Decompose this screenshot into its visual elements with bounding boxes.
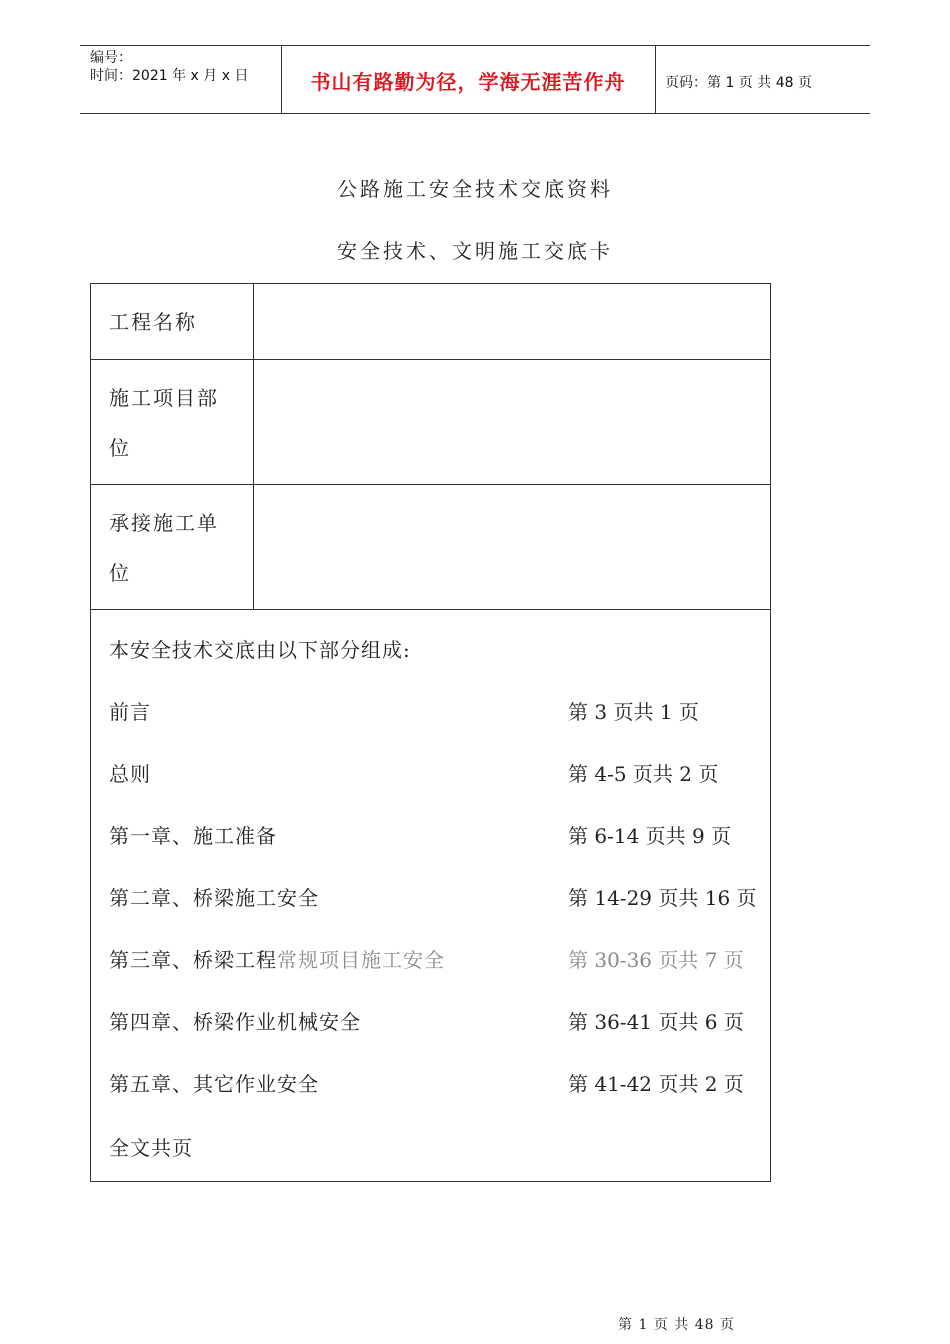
toc-pages: 第 30-36 页共 7 页 — [568, 948, 744, 972]
number-label: 编号： — [90, 50, 132, 66]
header-meta — [90, 49, 248, 85]
toc-title: 前言 — [109, 700, 151, 724]
toc-title-part-b: 常规项目施工安全 — [277, 948, 445, 972]
label-line-2: 位 — [109, 436, 131, 460]
label-project-section — [109, 373, 239, 473]
document-subtitle: 安全技术、文明施工交底卡 — [337, 239, 613, 263]
label-line-1: 施工项目部 — [109, 386, 219, 410]
toc-title-part-a: 第三章、桥梁工程 — [109, 948, 277, 972]
toc-pages: 第 41-42 页共 2 页 — [568, 1072, 744, 1096]
toc-title: 第二章、桥梁施工安全 — [109, 886, 319, 910]
label-line-2: 位 — [109, 561, 131, 585]
header-page-info: 页码：第 1 页 共 48 页 — [665, 75, 812, 91]
toc-title: 第一章、施工准备 — [109, 824, 277, 848]
header-divider-right — [655, 45, 656, 114]
toc-pages: 第 4-5 页共 2 页 — [568, 762, 719, 786]
document-title: 公路施工安全技术交底资料 — [337, 177, 613, 201]
time-label: 时间：2021 年 x 月 x 日 — [90, 68, 249, 84]
toc-pages: 第 3 页共 1 页 — [568, 700, 699, 724]
header-top-rule — [80, 45, 870, 46]
page-footer: 第 1 页 共 48 页 — [618, 1317, 735, 1333]
row-project-name — [91, 284, 770, 360]
row-project-section — [91, 360, 770, 485]
label-line-1: 承接施工单 — [109, 511, 219, 535]
toc-pages: 第 36-41 页共 6 页 — [568, 1010, 744, 1034]
toc-title — [109, 944, 445, 973]
header-motto: 书山有路勤为径，学海无涯苦作舟 — [310, 70, 626, 94]
toc-title: 第四章、桥梁作业机械安全 — [109, 1010, 361, 1034]
contents-intro: 本安全技术交底由以下部分组成: — [109, 638, 411, 662]
toc-pages: 第 6-14 页共 9 页 — [568, 824, 732, 848]
toc-title: 第五章、其它作业安全 — [109, 1072, 319, 1096]
disclosure-card-table — [90, 283, 771, 1182]
label-contractor — [109, 498, 239, 598]
total-pages: 全文共页 — [109, 1136, 193, 1160]
toc-title: 总则 — [109, 762, 151, 786]
toc-pages: 第 14-29 页共 16 页 — [568, 886, 757, 910]
label-project-name: 工程名称 — [109, 310, 197, 334]
header-bottom-rule — [80, 113, 870, 114]
row-contractor — [91, 485, 770, 610]
